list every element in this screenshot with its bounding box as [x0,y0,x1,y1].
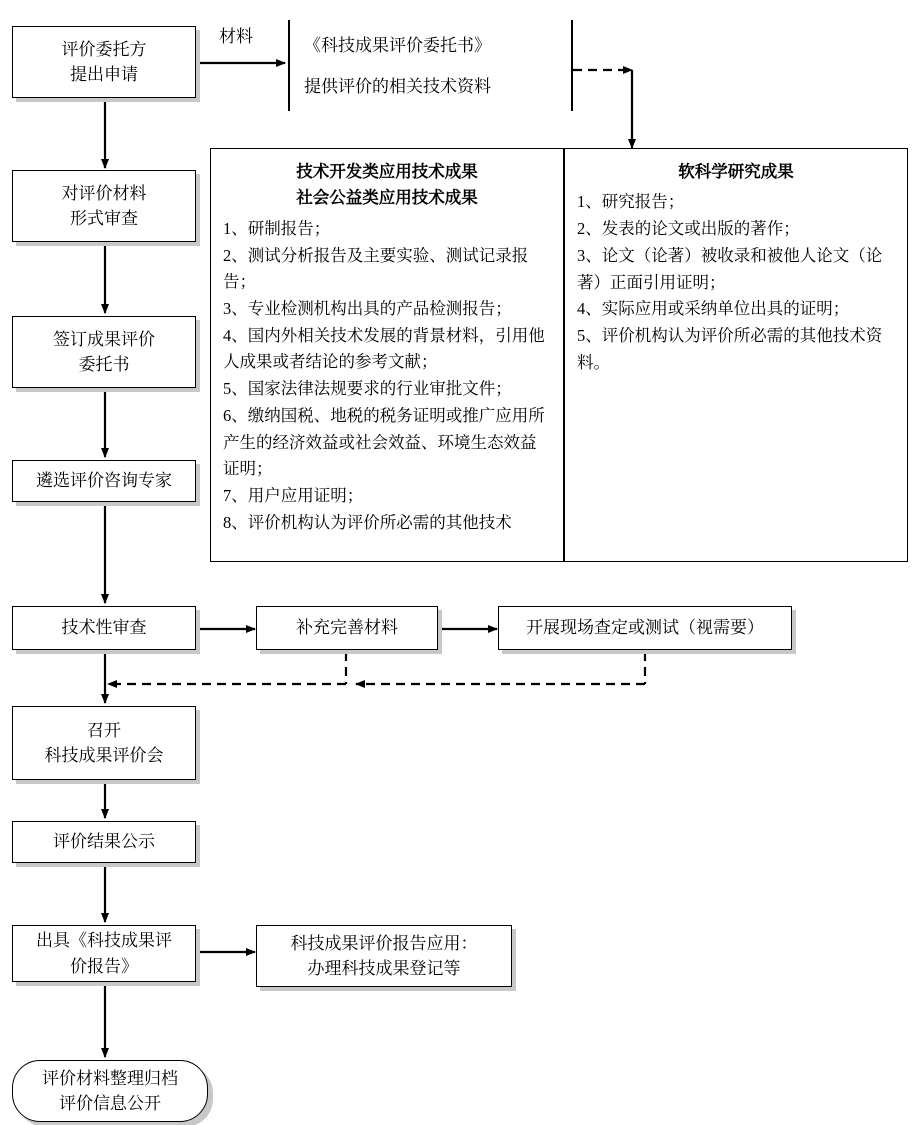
node-meeting-line-1: 召开 [87,720,121,740]
panel-tech-item: 8、评价机构认为评价所必需的其他技术 [223,512,512,532]
panel-soft-item: 3、论文（论著）被收录和被他人论文（论著）正面引用证明； [577,245,883,292]
panel-tech-item: 4、国内外相关技术发展的背景材料，引用他人成果或者结论的参考文献； [223,325,545,372]
panel-soft-title-1: 软科学研究成果 [678,162,794,181]
panel-soft-item: 1、研究报告； [577,192,685,212]
panel-soft-item: 4、实际应用或采纳单位出具的证明； [577,299,850,319]
node-archive[interactable] [12,1060,208,1122]
node-sign-commission[interactable] [12,316,196,388]
node-onsite-label: 开展现场查定或测试（视需要） [526,618,764,638]
materials-bracket [288,20,573,111]
panel-tech-item: 3、专业检测机构出具的产品检测报告； [223,298,512,318]
node-form-review-line-1: 对评价材料 [61,183,147,203]
node-apply[interactable] [12,26,196,98]
node-select-experts[interactable] [12,460,196,502]
bracket-item-2: 提供评价的相关技术资料 [304,77,491,96]
node-onsite-inspection[interactable] [498,606,792,650]
node-supplement-label: 补充完善材料 [296,618,398,638]
node-archive-line-1: 评价材料整理归档 [42,1068,178,1088]
panel-tech-item: 7、用户应用证明； [223,485,364,505]
panel-tech-item: 5、国家法律法规要求的行业审批文件； [223,379,512,399]
node-sign-line-1: 签订成果评价 [53,329,155,349]
node-report-line-1: 出具《科技成果评 [36,931,172,950]
node-meeting-line-2: 科技成果评价会 [44,746,164,765]
node-report-use-line-2: 办理科技成果登记等 [307,959,461,978]
panel-tech-item: 2、测试分析报告及主要实验、测试记录报告； [223,245,529,292]
node-report-application[interactable] [256,925,512,987]
material-label: 材料 [219,27,253,46]
panel-tech-title-1: 技术开发类应用技术成果 [296,162,478,181]
node-evaluation-meeting[interactable] [12,706,196,780]
node-tech-review[interactable] [12,606,196,650]
panel-tech-title-2: 社会公益类应用技术成果 [296,188,478,208]
node-apply-line-2: 提出申请 [70,65,138,84]
node-form-review[interactable] [12,170,196,242]
panel-tech-achievements [210,148,564,562]
panel-soft-item: 5、评价机构认为评价所必需的其他技术资料。 [577,325,883,372]
node-select-experts-label: 遴选评价咨询专家 [36,471,172,491]
node-apply-line-1: 评价委托方 [61,39,147,59]
node-archive-line-2: 评价信息公开 [59,1094,161,1113]
node-result-publicity[interactable] [12,821,196,863]
bracket-item-1: 《科技成果评价委托书》 [304,36,491,55]
node-report-use-line-1: 科技成果评价报告应用： [290,933,478,953]
node-form-review-line-2: 形式审查 [70,209,138,228]
panel-soft-science [564,148,908,562]
node-publicity-label: 评价结果公示 [53,832,155,852]
node-tech-review-label: 技术性审查 [61,618,147,638]
panel-tech-item: 6、缴纳国税、地税的税务证明或推广应用所产生的经济效益或社会效益、环境生态效益证明； [223,405,545,479]
panel-soft-item: 2、发表的论文或出版的著作； [577,219,800,239]
panel-tech-item: 1、研制报告； [223,218,331,238]
node-report-line-2: 价报告》 [70,956,138,976]
node-supplement-materials[interactable] [256,606,438,650]
node-sign-line-2: 委托书 [78,355,130,374]
node-issue-report[interactable] [12,925,196,982]
